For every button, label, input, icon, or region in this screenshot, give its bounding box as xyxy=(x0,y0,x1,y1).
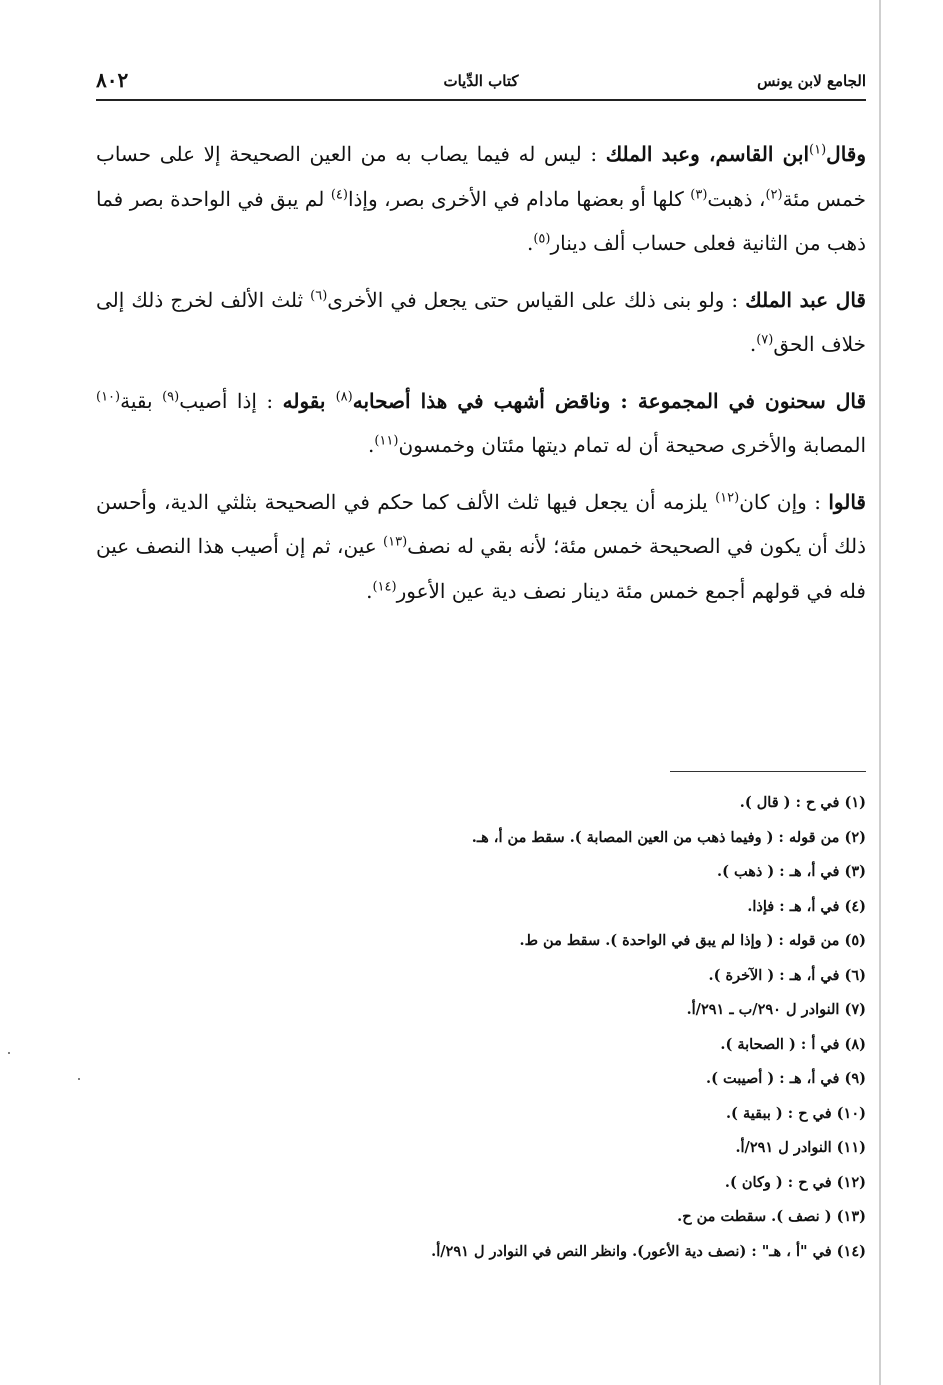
paragraph-lead: قالوا xyxy=(828,489,866,514)
footnote-ref: (١٣) xyxy=(383,534,408,550)
footnote-ref: (١١) xyxy=(374,433,399,449)
footnote-ref: (٤) xyxy=(330,186,348,202)
paragraph xyxy=(96,379,866,468)
text-run: لم يبق في الواحدة بصر فما ذهب من الثانية فعلى حساب ألف دينار xyxy=(96,186,866,255)
header-divider xyxy=(96,99,866,101)
text-run: عين، ثم إن أصيب هذا النصف عين فله في قولهم أجمع خمس مئة دينار نصف دية عين الأعور xyxy=(96,534,866,603)
text-run: بقية xyxy=(120,388,163,413)
text-run: . xyxy=(366,578,373,603)
footnote: (١) في ح : ( قال ). xyxy=(739,794,866,811)
footnote-ref: (٦) xyxy=(310,287,328,303)
footnote: (١٠) في ح : ( ببقية ). xyxy=(726,1104,866,1122)
footnote: (٢) من قوله : ( وفيما ذهب من العين المصابة ). سقط من أ، هـ. xyxy=(471,828,866,846)
footnote: (٤) في أ، هـ : فإذا. xyxy=(747,897,866,915)
scan-speck xyxy=(8,1052,10,1054)
chapter-title: كتاب الدِّيات xyxy=(443,72,519,90)
text-run: : وإن كان xyxy=(739,489,829,514)
page-edge xyxy=(879,0,881,1385)
paragraph xyxy=(96,480,866,614)
bold-text: ابن القاسم، وعبد الملك xyxy=(605,142,810,166)
footnote: (١٤) في "أ ، هـ" : (نصف دية الأعور). وانظر النص في النوادر ل ٢٩١/أ. xyxy=(431,1242,866,1260)
footnote: (٩) في أ، هـ : ( أصيبت ). xyxy=(706,1070,866,1087)
running-header xyxy=(96,66,866,96)
scan-speck xyxy=(78,1078,80,1080)
page-number: ٨٠٢ xyxy=(96,68,129,92)
footnote-ref: (٩) xyxy=(162,388,180,404)
footnote: (٥) من قوله : ( وإذا لم يبق في الواحدة ). سقط من ط. xyxy=(519,932,866,949)
text-run: . xyxy=(749,332,757,356)
footnote-ref: (٨) xyxy=(335,388,353,404)
book-title: الجامع لابن يونس xyxy=(757,72,866,90)
text-run: يلزمه أن يجعل فيها ثلث الألف كما حكم في الصحيحة بثلثي الدية، وأحسن ذلك أن يكون في الصحيحة خمس مئة؛ لأنه بقي له نصف xyxy=(96,489,867,558)
paragraph xyxy=(96,278,866,367)
main-text xyxy=(96,132,866,613)
text-run: : ولو بنى ذلك على القياس حتى يجعل في الأخرى xyxy=(327,287,746,312)
paragraph xyxy=(96,132,866,266)
text-run: المصابة والأخرى صحيحة أن له تمام ديتها مئتان وخمسون xyxy=(398,433,866,457)
footnote-divider xyxy=(670,771,866,772)
footnote-ref: (٧) xyxy=(756,332,774,348)
text-run: كلها أو بعضها مادام في الأخرى بصر، وإذا xyxy=(347,186,691,211)
footnote: (٣) في أ، هـ : ( ذهب ). xyxy=(717,863,866,880)
paragraph-lead: وقال xyxy=(826,142,866,166)
footnote-ref: (٣) xyxy=(690,186,708,202)
bold-text: بقوله xyxy=(282,388,336,413)
text-run: . xyxy=(367,433,375,457)
footnote-ref: (١٤) xyxy=(372,578,397,594)
footnote: (٦) في أ، هـ : ( الآخرة ). xyxy=(708,966,866,984)
footnote: (٧) النوادر ل ٢٩٠/ب ـ ٢٩١/أ. xyxy=(686,1001,866,1018)
text-run: : ليس له فيما يصاب به من العين الصحيحة إلا على حساب خمس مئة xyxy=(96,142,866,211)
footnotes xyxy=(96,786,866,1269)
footnote: (١٣) ( نصف ). سقطت من ح. xyxy=(677,1208,866,1225)
footnote: (١٢) في ح : ( وكان ). xyxy=(724,1173,866,1191)
footnote-ref: (٢) xyxy=(765,186,783,202)
footnote-ref: (١٢) xyxy=(715,489,740,505)
footnote: (١١) النوادر ل ٢٩١/أ. xyxy=(735,1139,866,1156)
text-run: : إذا أصيب xyxy=(179,388,283,413)
footnote-ref: (٥) xyxy=(533,231,551,247)
text-run: . xyxy=(526,231,534,255)
text-run: ثلث الألف لخرج ذلك إلى خلاف الحق xyxy=(96,287,866,356)
footnote-ref: (١) xyxy=(809,142,827,158)
footnote-ref: (١٠) xyxy=(96,388,121,404)
footnote: (٨) في أ : ( الصحابة ). xyxy=(720,1035,866,1053)
paragraph-lead: قال سحنون في المجموعة : وناقض أشهب في هذا أصحابه xyxy=(352,388,867,413)
paragraph-lead: قال عبد الملك xyxy=(745,287,866,312)
text-run: ، ذهبت xyxy=(707,186,766,211)
